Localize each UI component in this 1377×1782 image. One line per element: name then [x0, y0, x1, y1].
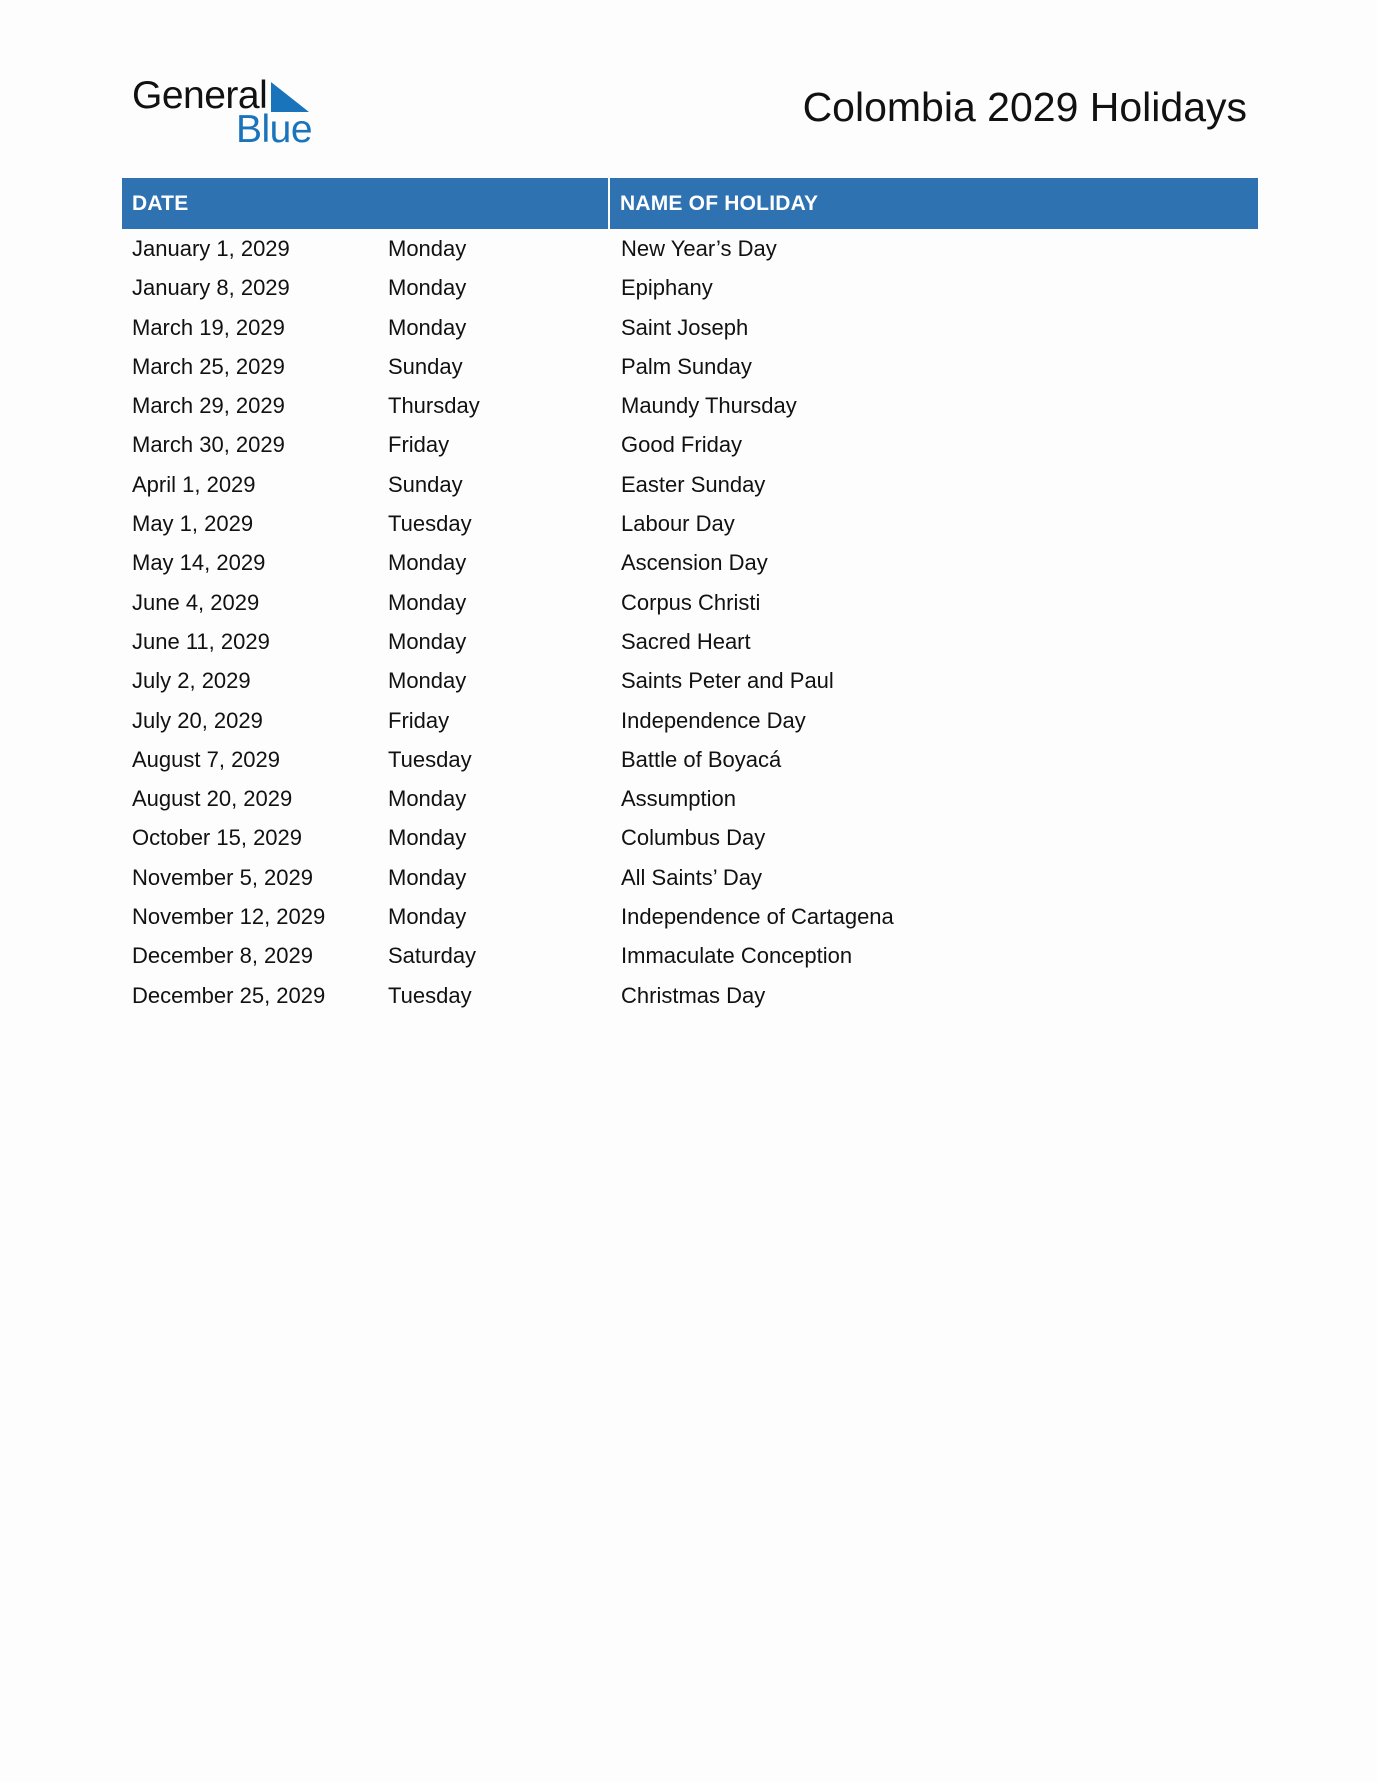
holiday-weekday: Saturday [388, 943, 477, 969]
holiday-name: Saints Peter and Paul [621, 668, 834, 694]
holiday-name: Good Friday [621, 432, 743, 458]
holiday-weekday: Sunday [388, 353, 463, 379]
table-row [122, 976, 1258, 1015]
holiday-date: July 2, 2029 [132, 668, 251, 694]
holiday-weekday: Monday [388, 275, 467, 301]
holiday-weekday: Monday [388, 904, 467, 930]
holiday-date: March 30, 2029 [132, 432, 285, 458]
table-row [122, 936, 1258, 975]
table-row [122, 504, 1258, 543]
holiday-date: March 25, 2029 [132, 353, 285, 379]
table-row [122, 583, 1258, 622]
holiday-name: All Saints’ Day [621, 864, 763, 890]
holiday-name: Maundy Thursday [621, 393, 797, 419]
holiday-name: Sacred Heart [621, 628, 751, 654]
holiday-weekday: Monday [388, 236, 467, 261]
holiday-date: June 11, 2029 [132, 628, 270, 654]
holiday-date: August 7, 2029 [132, 746, 281, 772]
holiday-name: Immaculate Conception [621, 943, 853, 969]
table-row [122, 308, 1258, 347]
column-header-holiday-name: NAME OF HOLIDAY [610, 178, 1258, 229]
holiday-name: Independence Day [621, 707, 806, 733]
table-body [122, 229, 1258, 1015]
holiday-date: August 20, 2029 [132, 786, 293, 812]
holiday-weekday: Monday [388, 314, 467, 340]
holiday-name: New Year’s Day [621, 236, 777, 261]
holiday-weekday: Tuesday [388, 746, 472, 772]
holiday-weekday: Monday [388, 668, 467, 694]
table-row [122, 661, 1258, 700]
table-row [122, 622, 1258, 661]
holiday-date: December 25, 2029 [132, 982, 326, 1008]
holiday-weekday: Friday [388, 432, 450, 458]
holiday-date: January 8, 2029 [132, 275, 290, 301]
holiday-name: Easter Sunday [621, 471, 766, 497]
holiday-name: Battle of Boyacá [621, 746, 782, 772]
table-header [122, 178, 1258, 229]
holiday-name: Epiphany [621, 275, 713, 301]
holiday-name: Palm Sunday [621, 353, 752, 379]
table-row [122, 740, 1258, 779]
holiday-date: January 1, 2029 [132, 236, 290, 261]
holiday-name: Columbus Day [621, 825, 766, 851]
page-title: Colombia 2029 Holidays [802, 84, 1247, 130]
holiday-date: July 20, 2029 [132, 707, 263, 733]
holiday-date: March 19, 2029 [132, 314, 285, 340]
holiday-name: Corpus Christi [621, 589, 761, 615]
table-row [122, 347, 1258, 386]
table-row [122, 543, 1258, 582]
holiday-weekday: Monday [388, 786, 467, 812]
column-header-date: DATE [122, 178, 608, 229]
logo-word-general: General [132, 74, 268, 117]
holiday-weekday: Monday [388, 589, 467, 615]
holiday-name: Saint Joseph [621, 314, 749, 340]
holiday-date: April 1, 2029 [132, 471, 256, 497]
holiday-date: June 4, 2029 [132, 589, 260, 615]
holiday-date: November 5, 2029 [132, 864, 313, 890]
table-row [122, 465, 1258, 504]
holiday-weekday: Friday [388, 707, 450, 733]
holidays-table [122, 178, 1258, 1015]
table-row [122, 701, 1258, 740]
holiday-date: March 29, 2029 [132, 393, 285, 419]
table-row [122, 897, 1258, 936]
holiday-date: May 14, 2029 [132, 550, 266, 576]
holiday-name: Christmas Day [621, 982, 766, 1008]
holiday-name: Independence of Cartagena [621, 904, 894, 930]
holiday-weekday: Monday [388, 864, 467, 890]
general-blue-logo [130, 74, 320, 154]
holiday-weekday: Thursday [388, 393, 480, 419]
holiday-name: Labour Day [621, 511, 735, 537]
holiday-date: December 8, 2029 [132, 943, 313, 969]
table-row [122, 386, 1258, 425]
holiday-weekday: Monday [388, 825, 467, 851]
table-row [122, 425, 1258, 464]
holiday-weekday: Tuesday [388, 982, 472, 1008]
holiday-weekday: Monday [388, 550, 467, 576]
holiday-weekday: Sunday [388, 471, 463, 497]
holiday-date: November 12, 2029 [132, 904, 326, 930]
table-row [122, 779, 1258, 818]
table-row [122, 229, 1258, 268]
holiday-weekday: Tuesday [388, 511, 472, 537]
holiday-name: Ascension Day [621, 550, 768, 576]
holiday-weekday: Monday [388, 628, 467, 654]
logo-word-blue: Blue [236, 108, 313, 151]
table-row [122, 818, 1258, 857]
table-row [122, 858, 1258, 897]
holiday-name: Assumption [621, 786, 736, 812]
table-row [122, 268, 1258, 307]
holiday-date: October 15, 2029 [132, 825, 303, 851]
holiday-date: May 1, 2029 [132, 511, 254, 537]
